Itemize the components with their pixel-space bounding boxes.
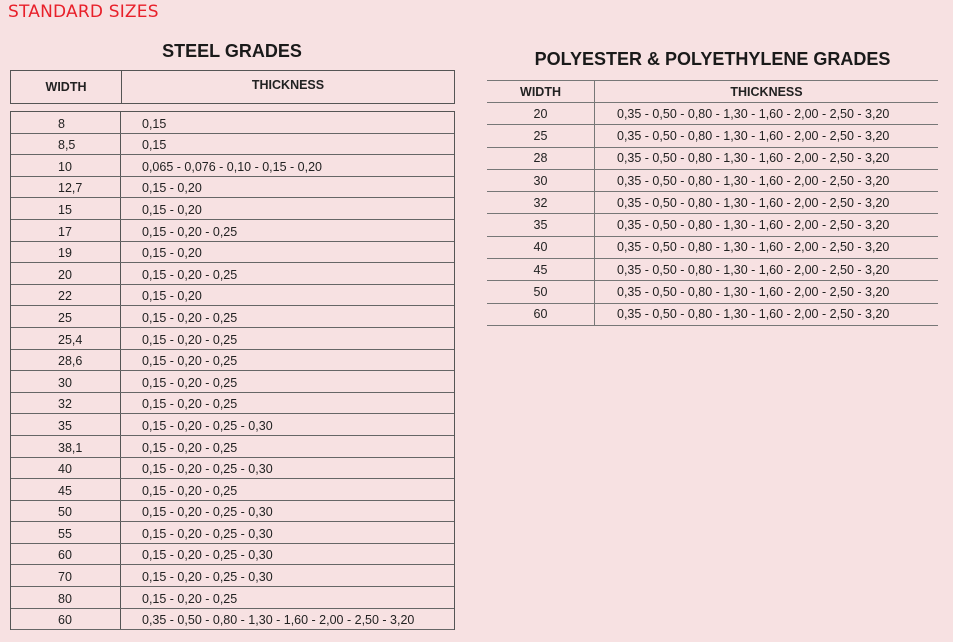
steel-table-row [11,479,454,501]
steel-thickness-cell: 0,15 - 0,20 - 0,25 - 0,30 [142,505,273,520]
steel-width-cell: 15 [11,198,121,219]
steel-thickness-cell: 0,15 - 0,20 - 0,25 [142,375,238,390]
steel-thickness-cell: 0,15 - 0,20 - 0,25 [142,483,238,498]
steel-width-cell: 38,1 [11,436,121,457]
poly-width-cell: 30 [487,170,595,191]
poly-table-row [487,259,938,281]
steel-table-row [11,134,454,156]
steel-table-body [10,111,455,630]
poly-thickness-cell: 0,35 - 0,50 - 0,80 - 1,30 - 1,60 - 2,00 - 2,50 - 3,20 [617,173,890,188]
steel-table-row [11,544,454,566]
steel-thickness-cell: 0,15 - 0,20 - 0,25 - 0,30 [142,418,273,433]
steel-table-row [11,198,454,220]
steel-width-header: WIDTH [11,71,122,103]
steel-table-row [11,112,454,134]
poly-table-row [487,125,938,147]
poly-thickness-cell: 0,35 - 0,50 - 0,80 - 1,30 - 1,60 - 2,00 - 2,50 - 3,20 [617,128,890,143]
poly-table-header [487,80,938,103]
steel-table-row [11,177,454,199]
steel-thickness-cell: 0,15 - 0,20 - 0,25 [142,310,238,325]
steel-thickness-cell: 0,15 - 0,20 - 0,25 - 0,30 [142,570,273,585]
poly-width-cell: 20 [487,103,595,124]
steel-width-cell: 19 [11,242,121,263]
poly-thickness-header: THICKNESS [730,84,803,99]
steel-table-row [11,242,454,264]
steel-thickness-cell: 0,15 - 0,20 - 0,25 [142,332,238,347]
steel-width-cell: 25,4 [11,328,121,349]
poly-width-cell: 50 [487,281,595,302]
poly-table-row [487,214,938,236]
steel-width-cell: 55 [11,522,121,543]
steel-width-cell: 60 [11,609,121,630]
poly-table-row [487,148,938,170]
poly-width-cell: 25 [487,125,595,146]
poly-thickness-cell: 0,35 - 0,50 - 0,80 - 1,30 - 1,60 - 2,00 - 2,50 - 3,20 [617,195,890,210]
steel-width-cell: 22 [11,285,121,306]
steel-table-row [11,285,454,307]
steel-thickness-cell: 0,065 - 0,076 - 0,10 - 0,15 - 0,20 [142,159,322,174]
steel-width-cell: 12,7 [11,177,121,198]
steel-width-cell: 50 [11,501,121,522]
poly-table-row [487,281,938,303]
steel-table-row [11,371,454,393]
steel-table-row [11,522,454,544]
steel-thickness-cell: 0,35 - 0,50 - 0,80 - 1,30 - 1,60 - 2,00 - 2,50 - 3,20 [142,613,415,628]
poly-thickness-cell: 0,35 - 0,50 - 0,80 - 1,30 - 1,60 - 2,00 - 2,50 - 3,20 [617,218,890,233]
steel-width-cell: 8,5 [11,134,121,155]
steel-thickness-cell: 0,15 - 0,20 - 0,25 - 0,30 [142,462,273,477]
poly-table-row [487,103,938,125]
steel-table-row [11,414,454,436]
steel-table-row [11,328,454,350]
poly-width-cell: 45 [487,259,595,280]
steel-table-header [10,70,455,104]
steel-width-cell: 17 [11,220,121,241]
poly-table-row [487,170,938,192]
steel-thickness-cell: 0,15 - 0,20 - 0,25 [142,591,238,606]
steel-table-row [11,350,454,372]
steel-table-row [11,609,454,631]
steel-table-row [11,501,454,523]
steel-width-cell: 80 [11,587,121,608]
poly-table-row [487,237,938,259]
steel-width-cell: 40 [11,458,121,479]
poly-width-header: WIDTH [487,81,595,102]
poly-thickness-cell: 0,35 - 0,50 - 0,80 - 1,30 - 1,60 - 2,00 - 2,50 - 3,20 [617,307,890,322]
steel-width-cell: 10 [11,155,121,176]
steel-table-row [11,436,454,458]
poly-thickness-cell: 0,35 - 0,50 - 0,80 - 1,30 - 1,60 - 2,00 - 2,50 - 3,20 [617,240,890,255]
poly-grades-title: POLYESTER & POLYETHYLENE GRADES [534,49,891,69]
steel-table-row [11,155,454,177]
steel-width-cell: 30 [11,371,121,392]
poly-width-cell: 40 [487,237,595,258]
steel-thickness-cell: 0,15 - 0,20 - 0,25 [142,440,238,455]
steel-width-cell: 8 [11,112,121,133]
poly-width-cell: 32 [487,192,595,213]
poly-thickness-cell: 0,35 - 0,50 - 0,80 - 1,30 - 1,60 - 2,00 - 2,50 - 3,20 [617,106,890,121]
steel-table-row [11,220,454,242]
steel-width-cell: 35 [11,414,121,435]
steel-thickness-cell: 0,15 - 0,20 [142,202,202,217]
steel-width-cell: 32 [11,393,121,414]
steel-width-cell: 28,6 [11,350,121,371]
steel-table-row [11,263,454,285]
steel-width-cell: 70 [11,565,121,586]
poly-table [487,80,938,326]
steel-thickness-cell: 0,15 - 0,20 - 0,25 - 0,30 [142,526,273,541]
steel-table-row [11,587,454,609]
steel-grades-title: STEEL GRADES [162,41,302,61]
poly-thickness-cell: 0,35 - 0,50 - 0,80 - 1,30 - 1,60 - 2,00 - 2,50 - 3,20 [617,285,890,300]
poly-width-cell: 28 [487,148,595,169]
steel-table-row [11,458,454,480]
steel-thickness-cell: 0,15 - 0,20 [142,289,202,304]
steel-thickness-cell: 0,15 - 0,20 [142,181,202,196]
steel-thickness-cell: 0,15 - 0,20 [142,246,202,261]
steel-width-cell: 60 [11,544,121,565]
steel-table-row [11,565,454,587]
steel-thickness-cell: 0,15 - 0,20 - 0,25 [142,354,238,369]
steel-thickness-cell: 0,15 - 0,20 - 0,25 - 0,30 [142,548,273,563]
poly-table-body [487,103,938,326]
steel-table-row [11,393,454,415]
page-heading: STANDARD SIZES [8,2,159,22]
poly-width-cell: 60 [487,304,595,325]
poly-table-row [487,192,938,214]
steel-width-cell: 25 [11,306,121,327]
steel-thickness-header: THICKNESS [251,78,325,92]
steel-table-row [11,306,454,328]
steel-width-cell: 45 [11,479,121,500]
steel-thickness-cell: 0,15 [142,116,167,131]
steel-thickness-cell: 0,15 - 0,20 - 0,25 [142,224,238,239]
steel-thickness-cell: 0,15 - 0,20 - 0,25 [142,397,238,412]
poly-table-row [487,304,938,326]
steel-thickness-cell: 0,15 [142,138,167,153]
steel-width-cell: 20 [11,263,121,284]
poly-width-cell: 35 [487,214,595,235]
steel-thickness-cell: 0,15 - 0,20 - 0,25 [142,267,238,282]
poly-thickness-cell: 0,35 - 0,50 - 0,80 - 1,30 - 1,60 - 2,00 - 2,50 - 3,20 [617,262,890,277]
poly-thickness-cell: 0,35 - 0,50 - 0,80 - 1,30 - 1,60 - 2,00 - 2,50 - 3,20 [617,151,890,166]
